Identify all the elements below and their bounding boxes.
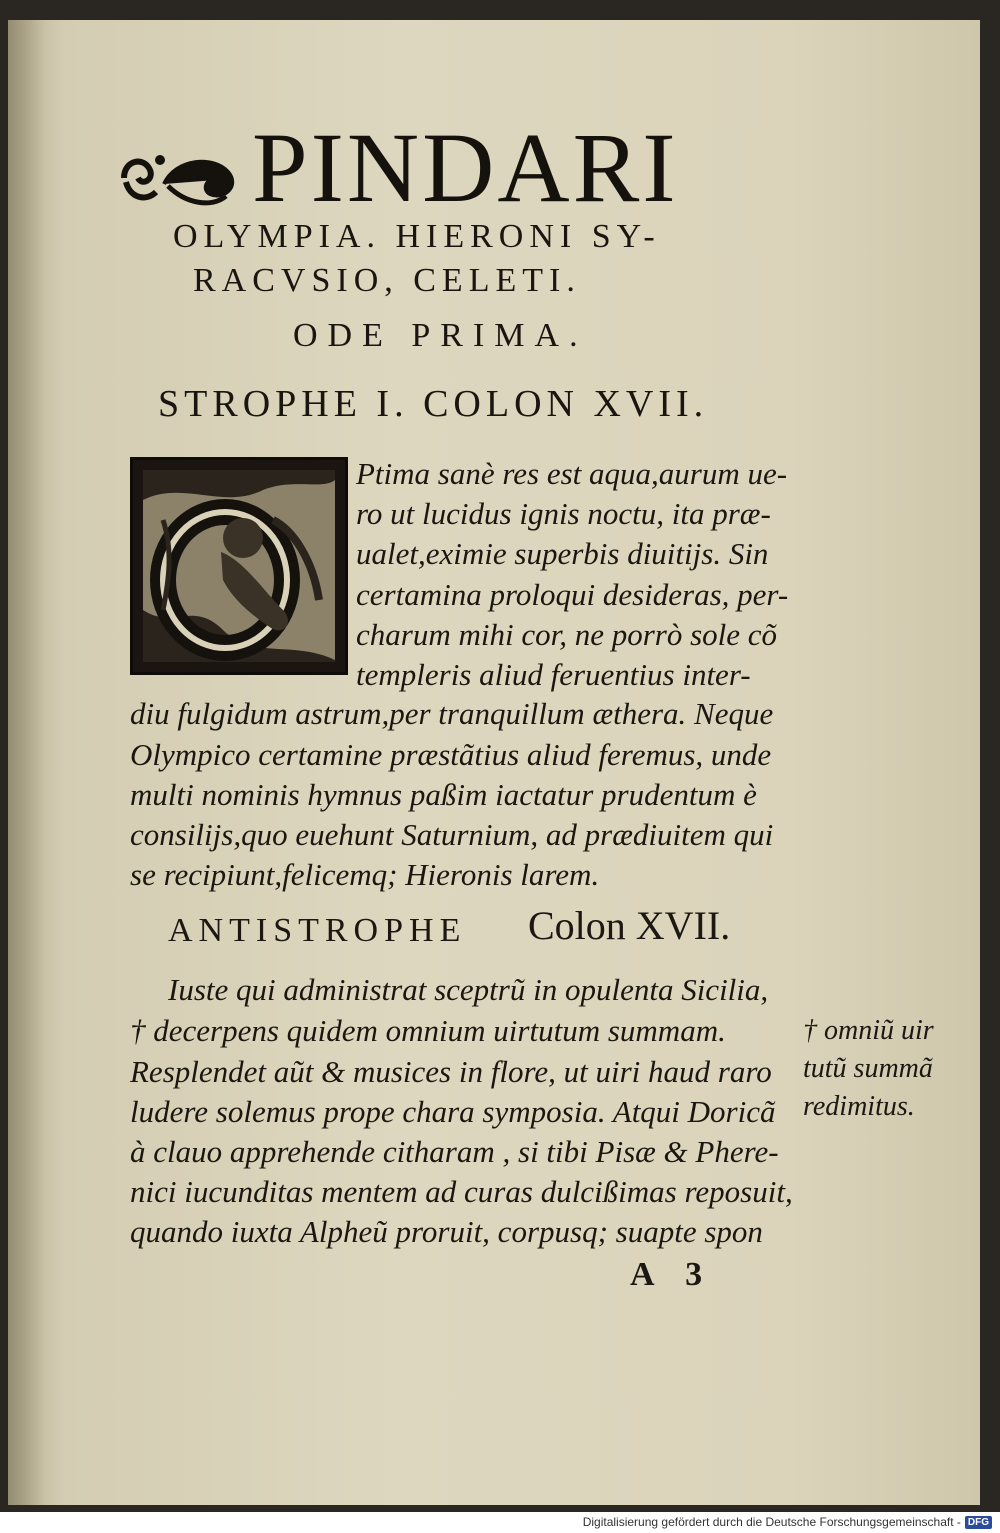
heading-line-1: OLYMPIA. HIERONI SY- [173, 218, 661, 255]
woodcut-initial-icon [133, 460, 345, 672]
strophe-line: Ptima sanè res est aqua,aurum ue- [356, 456, 788, 491]
antistrophe-line: à clauo apprehende citharam , si tibi Pisæ & Phere- [130, 1134, 779, 1169]
margin-note-line: redimitus. [803, 1091, 915, 1122]
footer-credit-text: Digitalisierung gefördert durch die Deutsche Forschungsgemeinschaft - [582, 1515, 961, 1529]
heading-line-3: ODE PRIMA. [293, 317, 588, 354]
antistrophe-line: quando iuxta Alpheũ proruit, corpusq; suapte spon [130, 1214, 763, 1249]
strophe-heading: STROPHE I. COLON XVII. [158, 383, 709, 425]
strophe-line: templeris aliud feruentius inter- [356, 657, 751, 692]
antistrophe-line: nici iucunditas mentem ad curas dulcißimas reposuit, [130, 1174, 793, 1209]
dfg-logo-icon: DFG [965, 1516, 992, 1529]
fleuron-ornament-icon [116, 138, 246, 218]
antistrophe-line: † decerpens quidem omnium uirtutum summam. [130, 1013, 726, 1048]
strophe-line: charum mihi cor, ne porrò sole cõ [356, 617, 778, 652]
margin-note-line: tutũ summã [803, 1053, 933, 1084]
page-gutter-shadow [8, 20, 46, 1505]
book-page [8, 20, 980, 1505]
strophe-line: Olympico certamine præstãtius aliud feremus, unde [130, 737, 772, 772]
antistrophe-heading: ANTISTROPHE [168, 912, 467, 949]
signature-mark: A 3 [630, 1256, 715, 1293]
strophe-line: multi nominis hymnus paßim iactatur prudentum è [130, 777, 757, 812]
footer-credit [583, 1515, 992, 1529]
antistrophe-line: ludere solemus prope chara symposia. Atqui Doricã [130, 1094, 776, 1129]
strophe-line: certamina proloqui desideras, per- [356, 577, 789, 612]
strophe-line: ualet,eximie superbis diuitijs. Sin [356, 536, 769, 571]
antistrophe-line: Resplendet aũt & musices in flore, ut uiri haud raro [130, 1054, 772, 1089]
antistrophe-line: Iuste qui administrat sceptrũ in opulenta Sicilia, [168, 972, 769, 1007]
book-title: PINDARI [252, 112, 679, 223]
strophe-line: diu fulgidum astrum,per tranquillum æthera. Neque [130, 696, 774, 731]
strophe-line: consilijs,quo euehunt Saturnium, ad prædiuitem qui [130, 817, 774, 852]
antistrophe-colon: Colon XVII. [528, 903, 731, 948]
margin-note-line: † omniũ uir [803, 1015, 934, 1046]
title-row [116, 108, 776, 223]
strophe-line: ro ut lucidus ignis noctu, ita præ- [356, 496, 771, 531]
heading-line-2: RACVSIO, CELETI. [193, 262, 581, 299]
strophe-line: se recipiunt,felicemq; Hieronis larem. [130, 857, 600, 892]
woodcut-initial-o [130, 457, 348, 675]
